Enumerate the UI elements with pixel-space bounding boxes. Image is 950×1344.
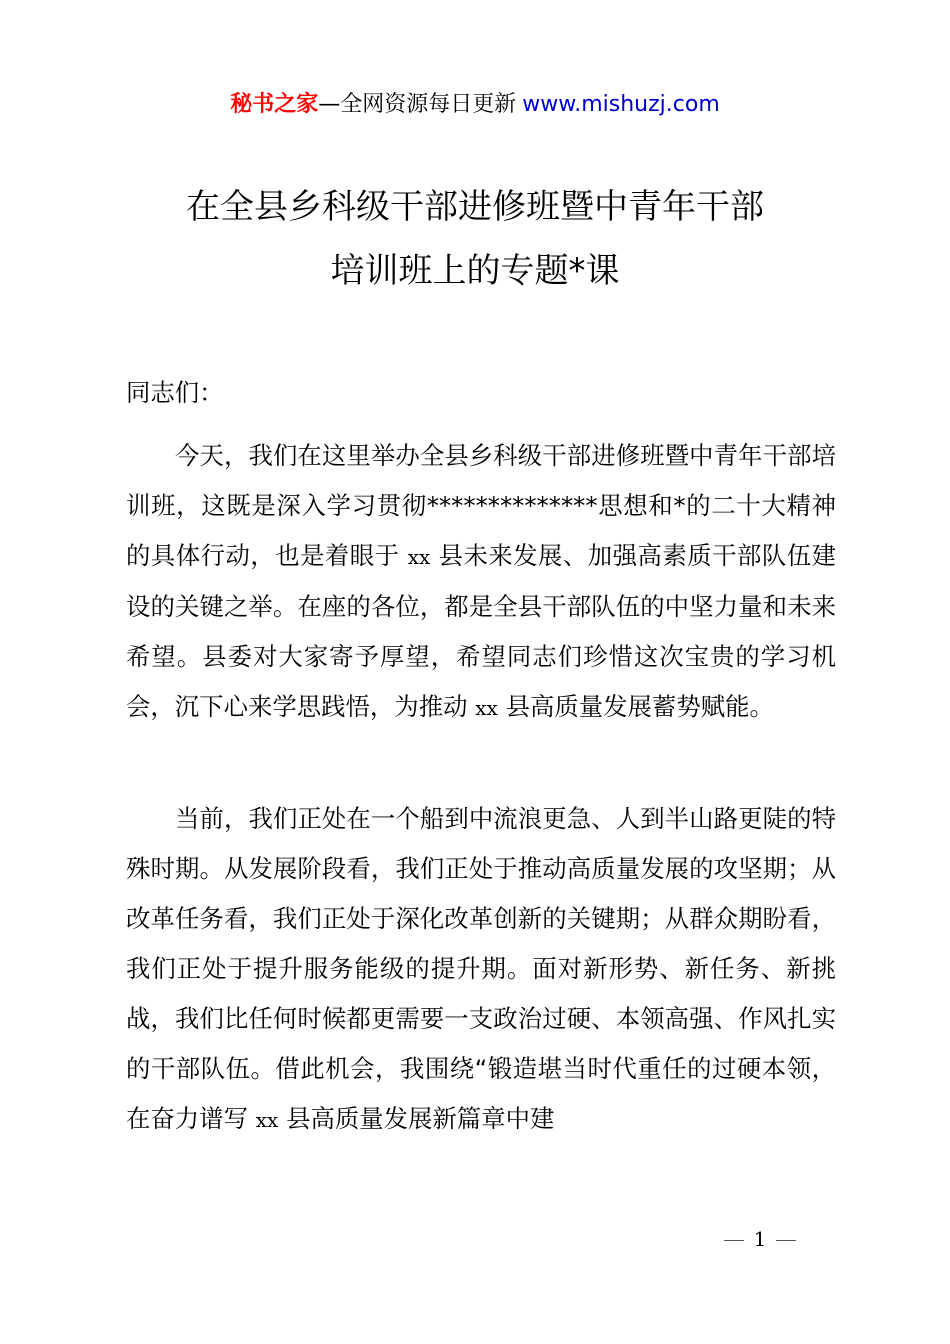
paragraph-1-text-a: 今天，我们在这里举办全县乡科级干部进修班暨中青年干部培训班，这既是深入学习贯彻**************思想和*的二十大精神的具体行动，也是着眼于 [126, 441, 836, 570]
site-tagline: —全网资源每日更新 [318, 92, 517, 117]
placeholder-county: xx [475, 696, 498, 720]
paragraph-1 [126, 431, 836, 733]
placeholder-county: xx [407, 545, 431, 569]
salutation: 同志们： [126, 378, 224, 407]
site-brand: 秘书之家 [230, 92, 319, 117]
site-header [0, 88, 950, 122]
paragraph-2-text-b: 县高质量发展新篇章中建 [286, 1104, 555, 1133]
site-url-link[interactable]: www.mishuzj.com [522, 92, 720, 117]
paragraph-2-text-a: 当前，我们正处在一个船到中流浪更急、人到半山路更陡的特殊时期。从发展阶段看，我们正处于推动高质量发展的攻坚期；从改革任务看，我们正处于深化改革创新的关键期；从群众期盼看，我们正处于提升服务能级的提升期。面对新形势、新任务、新挑战，我们比任何时候都更需要一支政治过硬、本领高强、作风扎实的干部队伍。借此机会，我围绕“锻造堪当时代重任的过硬本领，在奋力谱写 [126, 804, 836, 1133]
page-footer [700, 1222, 820, 1256]
placeholder-county: xx [255, 1108, 279, 1132]
page-number-dash-left [724, 1240, 744, 1241]
document-title [0, 182, 950, 296]
title-line-1: 在全县乡科级干部进修班暨中青年干部 [186, 187, 764, 227]
page-number: 1 [753, 1227, 767, 1251]
paragraph-1-text-b: 县未来发展、加强高素质干部队伍建设的关键之举。在座的各位，都是全县干部队伍的中坚力量和未来希望。县委对大家寄予厚望，希望同志们珍惜这次宝贵的学习机会，沉下心来学思践悟，为推动 [126, 541, 836, 721]
title-line-2: 培训班上的专题*课 [330, 251, 620, 291]
page-number-dash-right [776, 1240, 796, 1241]
paragraph-1-text-c: 县高质量发展蓄势赋能。 [505, 692, 774, 721]
paragraph-2 [126, 794, 836, 1145]
